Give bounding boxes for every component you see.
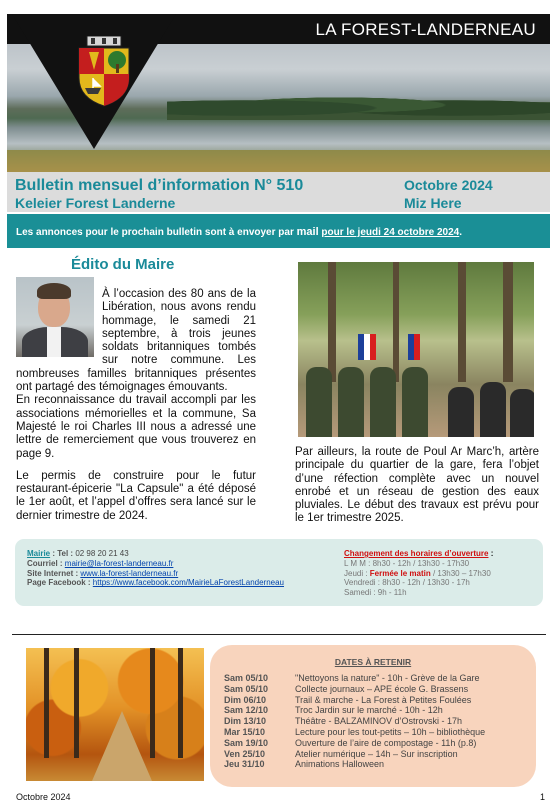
date-row [224, 684, 485, 695]
dates-box [210, 645, 536, 787]
website-link[interactable]: www.la-forest-landerneau.fr [80, 568, 179, 578]
mairie-contact: Mairie : Tel : 02 98 20 21 43 Courriel : mairie@la-forest-landerneau.fr Site Internet : www.la-forest-landerneau.fr Page Facebook : https://www.facebook.com/MairieLaForestLanderneau [27, 549, 285, 588]
date-row [224, 716, 485, 727]
mairie-label: Mairie [27, 549, 51, 558]
dates-title: DATES À RETENIR [334, 657, 412, 667]
deadline-link[interactable]: pour le jeudi 24 octobre 2024 [321, 227, 460, 238]
mail-word: mail [296, 226, 319, 238]
date-event: Trail & marche - La Forest à Petites Foulées [295, 694, 472, 705]
date-day: Dim 13/10 [224, 716, 267, 727]
date-event: Lecture pour les tout-petits – 10h – bibliothèque [295, 726, 486, 737]
date-event: Troc Jardin sur le marché - 10h - 12h [295, 705, 443, 716]
issue-date: Octobre 2024 [404, 177, 493, 193]
date-day: Sam 19/10 [224, 737, 269, 748]
bulletin-title: Bulletin mensuel d’information N° 510 [15, 177, 304, 194]
submission-notice: Les annonces pour le prochain bulletin sont à envoyer par mail pour le jeudi 24 octobre 2024. [7, 214, 550, 248]
page-number: 1 [540, 792, 546, 802]
date-event: Théâtre - BALZAMINOV d’Ostrovski - 17h [295, 716, 463, 727]
section-divider [12, 634, 546, 635]
edito-paragraph-1: À l’occasion des 80 ans de la Libération, nous avons rendu hommage, le samedi 21 septembre, à trois jeunes soldats britanniques tombés sur notre commune. Les nombreuses familles britanniques présentes ont partagé des témoignages émouvants. [16, 288, 256, 394]
bulletin-subtitle: Keleier Forest Landerne [15, 195, 176, 211]
date-event: "Nettoyons la nature" - 10h - Grève de la Gare [295, 673, 480, 683]
coat-of-arms-icon [73, 36, 135, 108]
edito-paragraph-3: Le permis de construire pour le futur restaurant-épicerie "La Capsule" a été déposé le 1er août, et l’appel d’offres sera lancé sur le dernier trimestre de 2024. [16, 469, 256, 522]
footer-date: Octobre 2024 [16, 792, 71, 802]
forest-path [92, 711, 152, 781]
email-link[interactable]: mairie@la-forest-landerneau.fr [64, 558, 174, 568]
date-row [224, 695, 485, 706]
date-day: Sam 05/10 [224, 683, 269, 694]
date-event: Atelier numérique – 14h – Sur inscription [295, 748, 458, 759]
phone-number[interactable]: 02 98 20 21 43 [75, 549, 129, 558]
date-event: Collecte journaux – APE école G. Brassens [295, 683, 469, 694]
edito-paragraph-2: En reconnaissance du travail accompli par les associations mémorielles et la commune, Sa Majesté le roi Charles III nous a adressé une lettre de remerciement que vous trouverez en page 9. [16, 394, 256, 460]
edito-body [16, 288, 256, 523]
opening-hours: Changement des horaires d’ouverture : L M M : 8h30 - 12h / 13h30 - 17h30 Jeudi : Fermée le matin / 13h30 – 17h30 Vendredi : 8h30 - 12h / 13h30 - 17h Samedi : 9h - 11h [344, 549, 494, 598]
date-day: Mar 15/10 [224, 726, 266, 737]
header-banner [7, 14, 550, 172]
issue-date-breton: Miz Here [404, 195, 462, 211]
date-row [224, 727, 485, 738]
date-row [224, 673, 485, 684]
date-row [224, 738, 485, 749]
hours-title: Changement des horaires d’ouverture [344, 549, 489, 558]
date-day: Ven 25/10 [224, 748, 266, 759]
date-row [224, 759, 485, 770]
date-day: Sam 12/10 [224, 705, 269, 716]
hours-lmm: L M M : 8h30 - 12h / 13h30 - 17h30 [344, 558, 470, 568]
date-day: Sam 05/10 [224, 673, 269, 683]
edito-title: Édito du Maire [71, 256, 175, 273]
road-works-paragraph: Par ailleurs, la route de Poul Ar Marc’h, artère principale du quartier de la gare, fera l’objet d’une réfection complète avec un nouvel enrobé et un réseau de gestion des eaux pluviales. Le début des travaux est prévu pour le 1er trimestre 2025. [295, 446, 539, 525]
grass-foreground [7, 150, 550, 172]
date-day: Jeu 31/10 [224, 759, 265, 770]
date-event: Ouverture de l’aire de compostage - 11h (p.8) [295, 737, 477, 748]
title-band [7, 172, 550, 212]
thursday-closed: Fermée le matin [369, 568, 431, 578]
date-event: Animations Halloween [295, 759, 385, 770]
hours-friday: Vendredi : 8h30 - 12h / 13h30 - 17h [344, 578, 470, 588]
facebook-link[interactable]: https://www.facebook.com/MairieLaForestLanderneau [92, 578, 285, 588]
date-row [224, 705, 485, 716]
hours-saturday: Samedi : 9h - 11h [344, 588, 407, 598]
autumn-forest-image [26, 648, 204, 781]
date-row [224, 749, 485, 760]
ceremony-photo [298, 262, 534, 437]
tree-line [167, 90, 550, 120]
town-name: LA FOREST-LANDERNEAU [315, 20, 536, 39]
contact-box [15, 539, 543, 606]
dates-list [224, 673, 485, 770]
date-day: Dim 06/10 [224, 694, 267, 705]
